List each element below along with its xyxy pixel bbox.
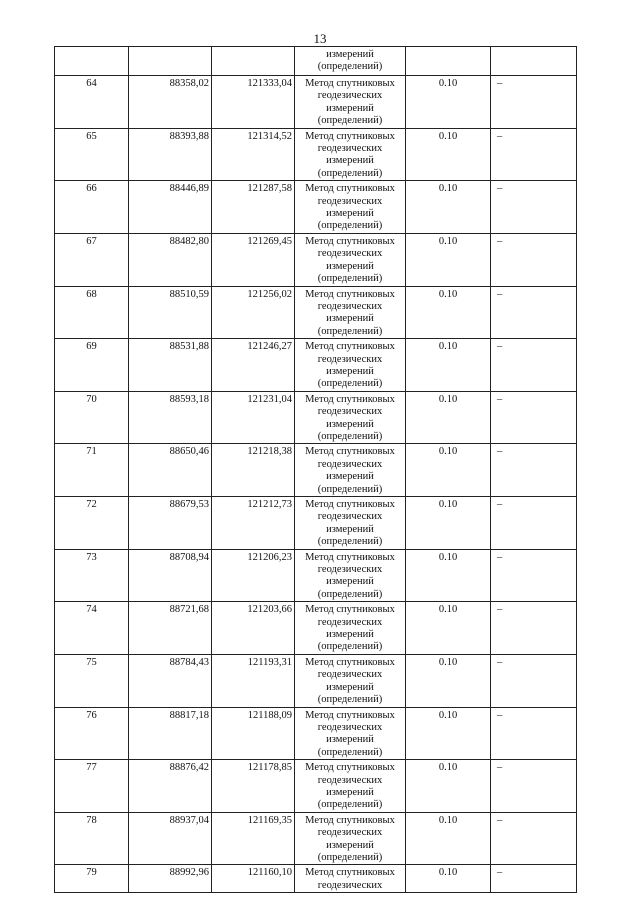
method-line: (определений) xyxy=(317,273,383,285)
cell-num: 77 xyxy=(55,760,129,813)
table-row xyxy=(55,760,577,813)
method-line: Метод спутниковых xyxy=(305,393,395,405)
table-row xyxy=(55,444,577,497)
table-row xyxy=(55,233,577,286)
cell-num: 72 xyxy=(55,497,129,550)
cell-y xyxy=(212,47,295,76)
method-line: (определений) xyxy=(317,746,383,758)
coordinates-table-body xyxy=(55,47,577,893)
cell-y: 121188,09 xyxy=(212,707,295,760)
table-row xyxy=(55,707,577,760)
method-line: Метод спутниковых xyxy=(305,183,395,195)
cell-method xyxy=(295,707,406,760)
table-row xyxy=(55,339,577,392)
table-row xyxy=(55,654,577,707)
cell-method xyxy=(295,865,406,893)
cell-num: 66 xyxy=(55,181,129,234)
method-line: Метод спутниковых xyxy=(305,656,395,668)
cell-method xyxy=(295,128,406,181)
method-line: геодезических xyxy=(317,195,383,207)
method-line: геодезических xyxy=(317,248,383,260)
cell-note: – xyxy=(491,602,577,655)
method-line: измерений xyxy=(326,471,374,483)
cell-num: 73 xyxy=(55,549,129,602)
method-line: (определений) xyxy=(317,167,383,179)
coordinates-table xyxy=(54,46,577,893)
method-line: геодезических xyxy=(317,774,383,786)
method-line: (определений) xyxy=(317,536,383,548)
table-row xyxy=(55,602,577,655)
cell-y: 121160,10 xyxy=(212,865,295,893)
method-line: геодезических xyxy=(317,827,383,839)
method-line: геодезических xyxy=(317,564,383,576)
cell-y: 121193,31 xyxy=(212,654,295,707)
cell-accuracy: 0.10 xyxy=(406,391,491,444)
method-line: (определений) xyxy=(317,588,383,600)
method-line: Метод спутниковых xyxy=(305,709,395,721)
method-line: измерений xyxy=(326,49,374,60)
cell-y: 121218,38 xyxy=(212,444,295,497)
method-line: Метод спутниковых xyxy=(305,288,395,300)
cell-y: 121203,66 xyxy=(212,602,295,655)
cell-y: 121169,35 xyxy=(212,812,295,865)
table-row xyxy=(55,391,577,444)
method-line: геодезических xyxy=(317,616,383,628)
cell-num: 64 xyxy=(55,76,129,129)
cell-method xyxy=(295,444,406,497)
method-line: Метод спутниковых xyxy=(305,78,395,89)
cell-method xyxy=(295,339,406,392)
cell-note: – xyxy=(491,233,577,286)
cell-x: 88510,59 xyxy=(129,286,212,339)
cell-method xyxy=(295,391,406,444)
cell-y: 121246,27 xyxy=(212,339,295,392)
cell-x: 88937,04 xyxy=(129,812,212,865)
cell-x: 88992,96 xyxy=(129,865,212,893)
cell-accuracy: 0.10 xyxy=(406,707,491,760)
method-line: измерений xyxy=(326,786,374,798)
cell-x: 88650,46 xyxy=(129,444,212,497)
cell-num: 65 xyxy=(55,128,129,181)
method-line: (определений) xyxy=(317,430,383,442)
cell-method xyxy=(295,760,406,813)
cell-x: 88679,53 xyxy=(129,497,212,550)
cell-accuracy: 0.10 xyxy=(406,128,491,181)
cell-method xyxy=(295,602,406,655)
cell-accuracy: 0.10 xyxy=(406,444,491,497)
method-line: (определений) xyxy=(317,378,383,390)
method-line: измерений xyxy=(326,260,374,272)
cell-accuracy: 0.10 xyxy=(406,760,491,813)
cell-x: 88358,02 xyxy=(129,76,212,129)
cell-note xyxy=(491,47,577,76)
cell-num: 79 xyxy=(55,865,129,893)
method-line: Метод спутниковых xyxy=(305,551,395,563)
cell-x xyxy=(129,47,212,76)
cell-note: – xyxy=(491,497,577,550)
method-line: геодезических xyxy=(317,300,383,312)
table-row xyxy=(55,865,577,893)
method-line: Метод спутниковых xyxy=(305,341,395,353)
cell-y: 121178,85 xyxy=(212,760,295,813)
cell-num: 70 xyxy=(55,391,129,444)
cell-x: 88708,94 xyxy=(129,549,212,602)
method-line: (определений) xyxy=(317,61,383,73)
table-row xyxy=(55,76,577,129)
cell-note: – xyxy=(491,444,577,497)
cell-x: 88876,42 xyxy=(129,760,212,813)
method-line: измерений xyxy=(326,734,374,746)
method-line: (определений) xyxy=(317,641,383,653)
cell-method xyxy=(295,286,406,339)
method-line: Метод спутниковых xyxy=(305,235,395,247)
cell-accuracy: 0.10 xyxy=(406,497,491,550)
cell-accuracy: 0.10 xyxy=(406,865,491,893)
method-line: Метод спутниковых xyxy=(305,130,395,142)
table-row xyxy=(55,497,577,550)
method-line: (определений) xyxy=(317,694,383,706)
cell-num: 71 xyxy=(55,444,129,497)
cell-note: – xyxy=(491,391,577,444)
method-line: геодезических xyxy=(317,90,383,102)
cell-note: – xyxy=(491,549,577,602)
cell-note: – xyxy=(491,812,577,865)
method-line: (определений) xyxy=(317,220,383,232)
table-row xyxy=(55,812,577,865)
cell-note: – xyxy=(491,286,577,339)
method-line: измерений xyxy=(326,839,374,851)
cell-num: 67 xyxy=(55,233,129,286)
method-line: геодезических xyxy=(317,669,383,681)
method-line: (определений) xyxy=(317,115,383,127)
method-line: Метод спутниковых xyxy=(305,499,395,510)
cell-y: 121256,02 xyxy=(212,286,295,339)
cell-accuracy: 0.10 xyxy=(406,549,491,602)
method-line: (определений) xyxy=(317,325,383,337)
cell-method xyxy=(295,549,406,602)
method-line: геодезических xyxy=(317,721,383,733)
cell-accuracy xyxy=(406,47,491,76)
method-line: (определений) xyxy=(317,483,383,495)
method-line: геодезических xyxy=(317,406,383,418)
method-line: измерений xyxy=(326,629,374,641)
cell-x: 88446,89 xyxy=(129,181,212,234)
cell-y: 121212,73 xyxy=(212,497,295,550)
cell-num: 69 xyxy=(55,339,129,392)
cell-note: – xyxy=(491,707,577,760)
cell-accuracy: 0.10 xyxy=(406,286,491,339)
cell-method xyxy=(295,497,406,550)
cell-method xyxy=(295,654,406,707)
cell-num xyxy=(55,47,129,76)
method-line: измерений xyxy=(326,155,374,167)
cell-note: – xyxy=(491,128,577,181)
method-line: Метод спутниковых xyxy=(305,814,395,826)
cell-method xyxy=(295,812,406,865)
cell-method xyxy=(295,233,406,286)
method-line: измерений xyxy=(326,208,374,220)
cell-accuracy: 0.10 xyxy=(406,233,491,286)
table-row xyxy=(55,181,577,234)
cell-accuracy: 0.10 xyxy=(406,654,491,707)
method-line: Метод спутниковых xyxy=(305,762,395,774)
cell-note: – xyxy=(491,760,577,813)
cell-accuracy: 0.10 xyxy=(406,812,491,865)
method-line: геодезических xyxy=(317,143,383,155)
table-row xyxy=(55,128,577,181)
cell-num: 68 xyxy=(55,286,129,339)
method-line: Метод спутниковых xyxy=(305,867,395,879)
method-line: (определений) xyxy=(317,799,383,811)
cell-x: 88817,18 xyxy=(129,707,212,760)
cell-num: 78 xyxy=(55,812,129,865)
cell-accuracy: 0.10 xyxy=(406,339,491,392)
cell-accuracy: 0.10 xyxy=(406,76,491,129)
cell-num: 75 xyxy=(55,654,129,707)
continuation-row xyxy=(55,47,577,76)
method-line: геодезических xyxy=(317,879,383,891)
cell-y: 121206,23 xyxy=(212,549,295,602)
cell-y: 121333,04 xyxy=(212,76,295,129)
table-row xyxy=(55,549,577,602)
cell-y: 121269,45 xyxy=(212,233,295,286)
cell-accuracy: 0.10 xyxy=(406,181,491,234)
method-line: измерений xyxy=(326,576,374,588)
method-line: измерений xyxy=(326,102,374,114)
method-line: измерений xyxy=(326,365,374,377)
cell-note: – xyxy=(491,181,577,234)
cell-x: 88531,88 xyxy=(129,339,212,392)
method-line: измерений xyxy=(326,313,374,325)
cell-y: 121231,04 xyxy=(212,391,295,444)
cell-note: – xyxy=(491,339,577,392)
cell-x: 88482,80 xyxy=(129,233,212,286)
cell-num: 76 xyxy=(55,707,129,760)
method-line: (определений) xyxy=(317,851,383,863)
cell-x: 88721,68 xyxy=(129,602,212,655)
cell-x: 88593,18 xyxy=(129,391,212,444)
method-line: измерений xyxy=(326,523,374,535)
cell-note: – xyxy=(491,865,577,893)
method-line: геодезических xyxy=(317,511,383,523)
cell-note: – xyxy=(491,654,577,707)
method-line: Метод спутниковых xyxy=(305,446,395,458)
cell-x: 88784,43 xyxy=(129,654,212,707)
method-line: Метод спутниковых xyxy=(305,604,395,616)
method-line: геодезических xyxy=(317,353,383,365)
cell-method xyxy=(295,181,406,234)
method-line: измерений xyxy=(326,418,374,430)
table-row xyxy=(55,286,577,339)
method-line: геодезических xyxy=(317,458,383,470)
cell-method xyxy=(295,47,406,76)
page-number: 13 xyxy=(313,31,327,46)
cell-note: – xyxy=(491,76,577,129)
cell-method xyxy=(295,76,406,129)
cell-y: 121314,52 xyxy=(212,128,295,181)
cell-num: 74 xyxy=(55,602,129,655)
cell-y: 121287,58 xyxy=(212,181,295,234)
cell-accuracy: 0.10 xyxy=(406,602,491,655)
cell-x: 88393,88 xyxy=(129,128,212,181)
method-line: измерений xyxy=(326,681,374,693)
